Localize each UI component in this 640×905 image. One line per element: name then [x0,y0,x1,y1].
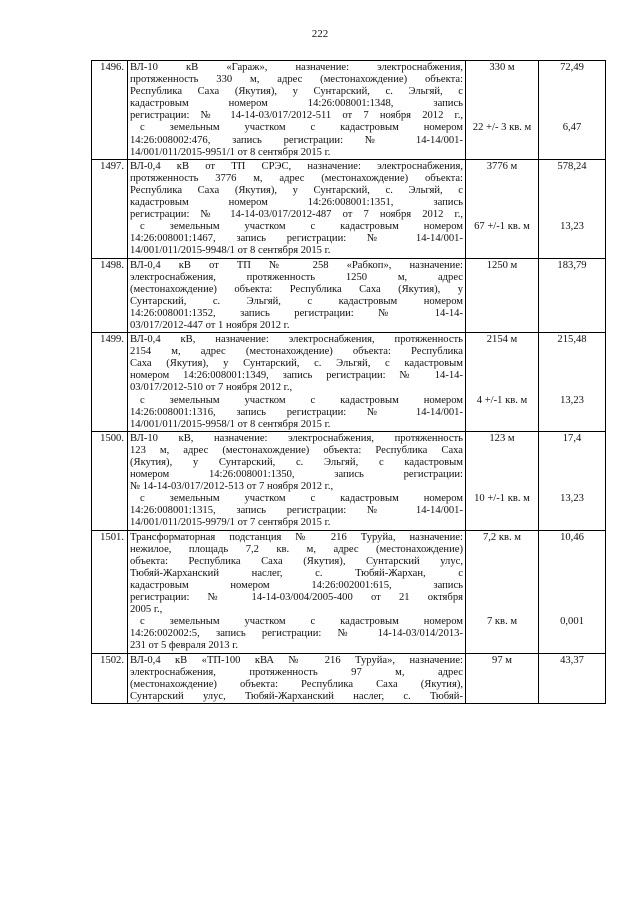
item-number: 1500. [92,431,128,530]
value-line [541,209,603,221]
value-line [541,628,603,640]
description-line: 14:26:008001:1352, запись регистрации: № 14-14- [130,307,463,319]
size-line [468,197,536,209]
description-line: с земельным участком с кадастровым номером [140,394,463,406]
value-line [541,382,603,394]
size-line [468,98,536,110]
value-line: 6,47 [562,122,582,134]
value-line [541,284,603,296]
size-line: 123 м [489,432,515,444]
value-line [541,592,603,604]
description-line: 03/017/2012-510 от 7 ноября 2012 г., [130,382,293,394]
description-line: 14/001/011/2015-9948/1 от 8 сентября 2015 г. [130,245,331,257]
value-line [541,370,603,382]
value-line [541,667,603,679]
size-line [468,419,536,431]
size-line [468,457,536,469]
value-line [541,173,603,185]
size-line [468,358,536,370]
value-line [541,197,603,209]
description-line: кадастровым номером 14:26:008001:1348, запись [130,98,463,110]
description-line: 03/017/2012-447 от 1 ноября 2012 г. [130,319,290,331]
size-line: 22 +/- 3 кв. м [472,122,532,134]
value-line [541,98,603,110]
value-line [541,245,603,257]
size-line [468,592,536,604]
description-line: с земельным участком с кадастровым номером [140,221,463,233]
description-line: 14:26:002002:5, запись регистрации: № 14-14-03/014/2013- [130,628,463,640]
object-size [466,431,539,530]
description-line: нежилое, площадь 7,2 кв. м, адрес (местонахождение) [130,543,463,555]
description-line: 14/001/011/2015-9951/1 от 8 сентября 2015 г. [130,146,331,158]
size-line: 67 +/-1 кв. м [474,221,530,233]
description-line: протяженность 3776 м, адрес (местонахождение) объекта: [130,172,463,184]
description-line: ВЛ-0,4 кВ, назначение: электроснабжения, протяженность [130,334,463,346]
description-line: протяженность 330 м, адрес (местонахождение) объекта: [130,74,463,86]
description-line: с земельным участком с кадастровым номером [140,616,463,628]
value-line: 43,37 [560,654,584,666]
size-line [468,370,536,382]
description-line: электроснабжения, протяженность 97 м, адрес [130,666,463,678]
value-line [541,679,603,691]
value-line [541,346,603,358]
size-line [468,556,536,568]
size-line [468,517,536,529]
value-line [541,147,603,159]
description-line: ВЛ-0,4 кВ «ТП-100 кВА № 216 Туруйа», назначение: [130,654,463,666]
description-line: 14:26:008001:1315, запись регистрации: № 14-14/001- [130,505,463,517]
description-line: Саха (Якутия), у Сунтарский, с. Эльгяй, с кадастровым [130,358,463,370]
size-line [468,691,536,703]
page-number: 222 [311,28,329,40]
size-line [468,185,536,197]
size-line: 2154 м [486,334,518,346]
object-value [539,653,606,703]
table-row [92,431,606,530]
description-line: с земельным участком с кадастровым номером [140,493,463,505]
description-line: 123 м, адрес (местонахождение) объекта: Республика Саха [130,444,463,456]
size-line [468,568,536,580]
object-description [128,431,466,530]
table-row [92,333,606,432]
size-line [468,679,536,691]
size-line [468,209,536,221]
size-line: 330 м [489,62,515,73]
size-line [468,667,536,679]
object-description [128,653,466,703]
value-line: 72,49 [560,62,584,73]
object-description [128,159,466,258]
value-line [541,233,603,245]
value-line [541,604,603,616]
value-line [541,419,603,431]
description-line: электроснабжения, протяженность 1250 м, адрес [130,271,463,283]
value-line [541,320,603,332]
object-description [128,258,466,333]
value-line [541,517,603,529]
size-line [468,147,536,159]
size-line [468,604,536,616]
description-line: 14:26:008001:1316, запись регистрации: № 14-14/001- [130,406,463,418]
size-line [468,110,536,122]
size-line [468,74,536,86]
size-line [468,382,536,394]
value-line [541,86,603,98]
size-line [468,233,536,245]
size-line [468,86,536,98]
item-number: 1502. [92,653,128,703]
description-line: Республика Саха (Якутия), у Сунтарский, с. Эльгяй, с [130,184,463,196]
size-line: 1250 м [486,259,518,271]
description-line: ВЛ-0,4 кВ от ТП № 258 «Рабкоп», назначение: [130,259,463,271]
size-line: 7,2 кв. м [482,531,522,543]
size-line: 10 +/-1 кв. м [474,493,530,505]
value-line [541,185,603,197]
object-size [466,653,539,703]
size-line: 4 +/-1 кв. м [476,394,528,406]
value-line [541,469,603,481]
description-line: 14:26:008002:476, запись регистрации: № 14-14/001- [130,134,463,146]
object-size [466,333,539,432]
size-line [468,469,536,481]
object-value [539,61,606,160]
table-row [92,653,606,703]
size-line [468,308,536,320]
description-line: 231 от 5 февраля 2013 г. [130,640,239,652]
object-description [128,530,466,653]
value-line [541,568,603,580]
description-line: 2154 м, адрес (местонахождение) объекта: Республика [130,346,463,358]
description-line: Сунтарский улус, Тюбяй-Жарханский наслег, с. Тюбяй- [130,690,463,702]
value-line: 13,23 [560,394,584,406]
value-line: 0,001 [560,616,584,628]
object-value [539,258,606,333]
object-value [539,159,606,258]
value-line [541,358,603,370]
value-line: 17,4 [562,432,582,444]
description-line: 14:26:008001:1467, запись регистрации: № 14-14/001- [130,233,463,245]
value-line [541,481,603,493]
object-size [466,530,539,653]
value-line [541,308,603,320]
table-row [92,159,606,258]
description-line: (местонахождение) объекта: Республика Саха (Якутия), у [130,283,463,295]
property-registry-table [91,60,606,704]
description-line: (Якутия), у Сунтарский, с. Эльгяй, с кадастровым [130,457,463,468]
value-line [541,74,603,86]
size-line [468,544,536,556]
value-line [541,445,603,457]
description-line: 14/001/011/2015-9958/1 от 8 сентября 2015 г. [130,418,331,430]
size-line [468,173,536,185]
description-line: Трансформаторная подстанция № 216 Туруйа, назначение: [130,531,463,543]
description-line: Сунтарский, с. Эльгяй, с кадастровым номером [130,295,463,307]
size-line [468,628,536,640]
item-number: 1497. [92,159,128,258]
value-line [541,640,603,652]
value-line [541,296,603,308]
size-line [468,505,536,517]
table-row [92,61,606,160]
description-line: Республика Саха (Якутия), у Сунтарский, с. Эльгяй, с [130,86,463,98]
size-line: 97 м [492,654,512,666]
description-line: ВЛ-10 кВ, назначение: электроснабжения, протяженность [130,432,463,444]
value-line: 13,23 [560,493,584,505]
size-line [468,445,536,457]
item-number: 1496. [92,61,128,160]
value-line [541,407,603,419]
description-line: 14/001/011/2015-9979/1 от 7 сентября 2015 г. [130,517,331,529]
size-line [468,640,536,652]
description-line: регистрации: № 14-14-03/017/2012-487 от 7 ноября 2012 г., [130,209,463,221]
object-description [128,61,466,160]
item-number: 1498. [92,258,128,333]
description-line: (местонахождение) объекта: Республика Саха (Якутия), [130,678,463,690]
item-number: 1499. [92,333,128,432]
value-line [541,505,603,517]
value-line [541,457,603,469]
registry-body [92,61,606,704]
object-value [539,530,606,653]
description-line: номером 14:26:008001:1349, запись регистрации: № 14-14- [130,370,463,382]
description-line: с земельным участком с кадастровым номером [140,122,463,134]
value-line: 215,48 [557,334,587,346]
description-line: 2005 г., [130,604,163,616]
object-description [128,333,466,432]
size-line [468,407,536,419]
description-line: ВЛ-10 кВ «Гараж», назначение: электроснабжения, [130,62,463,73]
table-row [92,258,606,333]
object-size [466,258,539,333]
table-row [92,530,606,653]
value-line [541,580,603,592]
size-line [468,135,536,147]
size-line [468,272,536,284]
size-line [468,481,536,493]
description-line: регистрации: № 14-14-03/004/2005-400 от 21 октября [130,592,463,604]
size-line: 3776 м [486,160,518,172]
size-line [468,296,536,308]
size-line [468,320,536,332]
description-line: Тюбяй-Жарханский наслег, с. Тюбяй-Жархан, с [130,567,463,579]
value-line [541,135,603,147]
object-value [539,431,606,530]
description-line: ВЛ-0,4 кВ от ТП СРЭС, назначение: электроснабжения, [130,160,463,172]
value-line [541,691,603,703]
description-line: регистрации: № 14-14-03/017/2012-511 от 7 ноября 2012 г., [130,110,463,122]
size-line [468,346,536,358]
value-line: 578,24 [557,160,587,172]
item-number: 1501. [92,530,128,653]
value-line: 13,23 [560,221,584,233]
value-line [541,110,603,122]
description-line: объекта: Республика Саха (Якутия), Сунтарский улус, [130,555,463,567]
description-line: номером 14:26:008001:1350, запись регистрации: [130,469,463,481]
size-line [468,580,536,592]
size-line [468,284,536,296]
object-size [466,61,539,160]
value-line: 10,46 [560,531,584,543]
size-line: 7 кв. м [486,616,518,628]
object-value [539,333,606,432]
value-line [541,556,603,568]
value-line [541,272,603,284]
object-size [466,159,539,258]
value-line: 183,79 [557,259,587,271]
description-line: кадастровым номером 14:26:008001:1351, запись [130,197,463,209]
value-line [541,544,603,556]
description-line: кадастровым номером 14:26:002001:615, запись [130,579,463,591]
description-line: № 14-14-03/017/2012-513 от 7 ноября 2012 г., [130,481,334,493]
size-line [468,245,536,257]
